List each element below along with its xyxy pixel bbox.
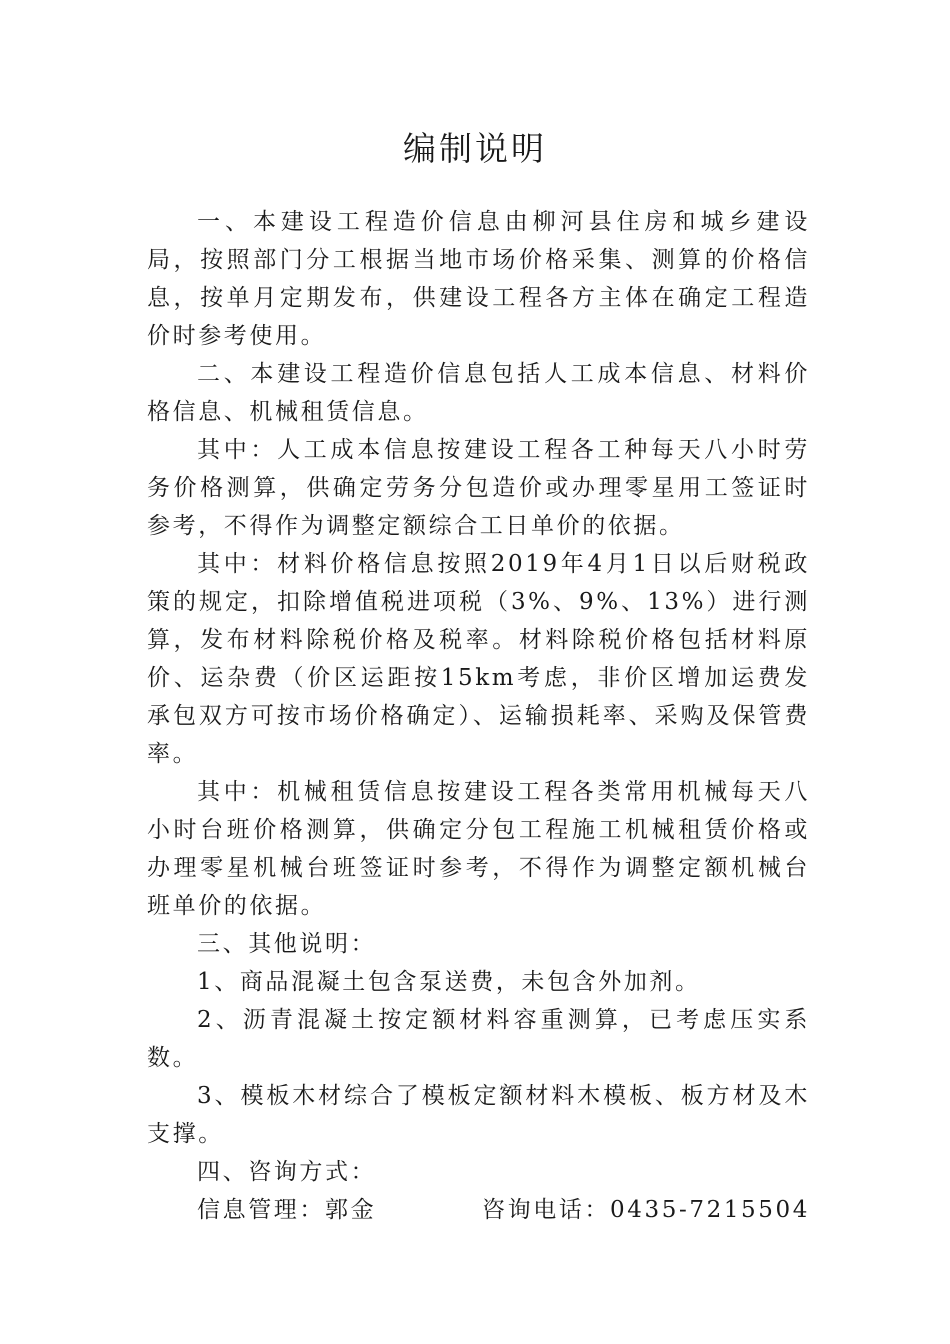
note-item-1: 1、商品混凝土包含泵送费，未包含外加剂。	[197, 969, 701, 995]
paragraph-machinery: 其中：机械租赁信息按建设工程各类常用机械每天八小时台班价格测算，供确定分包工程施工机械租赁价格或办理零星机械台班签证时参考，不得作为调整定额机械台班单价的依据。	[147, 779, 810, 919]
note-item-2: 2、沥青混凝土按定额材料容重测算，已考虑压实系数。	[147, 1007, 810, 1071]
section-contact: 四、咨询方式：	[197, 1159, 377, 1185]
paragraph-labor: 其中：人工成本信息按建设工程各工种每天八小时劳务价格测算，供确定劳务分包造价或办理零星用工签证时参考，不得作为调整定额综合工日单价的依据。	[147, 437, 810, 539]
paragraph-scope: 二、本建设工程造价信息包括人工成本信息、材料价格信息、机械租赁信息。	[147, 361, 810, 425]
paragraph-materials: 其中：材料价格信息按照2019年4月1日以后财税政策的规定，扣除增值税进项税（3%、9%、13%）进行测算，发布材料除税价格及税率。材料除税价格包括材料原价、运杂费（价区运距按15km考虑，非价区增加运费发承包双方可按市场价格确定）、运输损耗率、采购及保管费率。	[147, 551, 810, 767]
page-title: 编制说明	[403, 129, 547, 168]
document-body	[147, 203, 810, 1229]
contact-manager: 信息管理：郭金	[197, 1197, 377, 1223]
contact-phone: 咨询电话：0435-7215504	[482, 1197, 810, 1223]
section-other-notes: 三、其他说明：	[197, 931, 377, 957]
note-item-3: 3、模板木材综合了模板定额材料木模板、板方材及木支撑。	[147, 1083, 810, 1147]
paragraph-intro: 一、本建设工程造价信息由柳河县住房和城乡建设局，按照部门分工根据当地市场价格采集、测算的价格信息，按单月定期发布，供建设工程各方主体在确定工程造价时参考使用。	[147, 209, 810, 349]
contact-row	[147, 1191, 810, 1229]
